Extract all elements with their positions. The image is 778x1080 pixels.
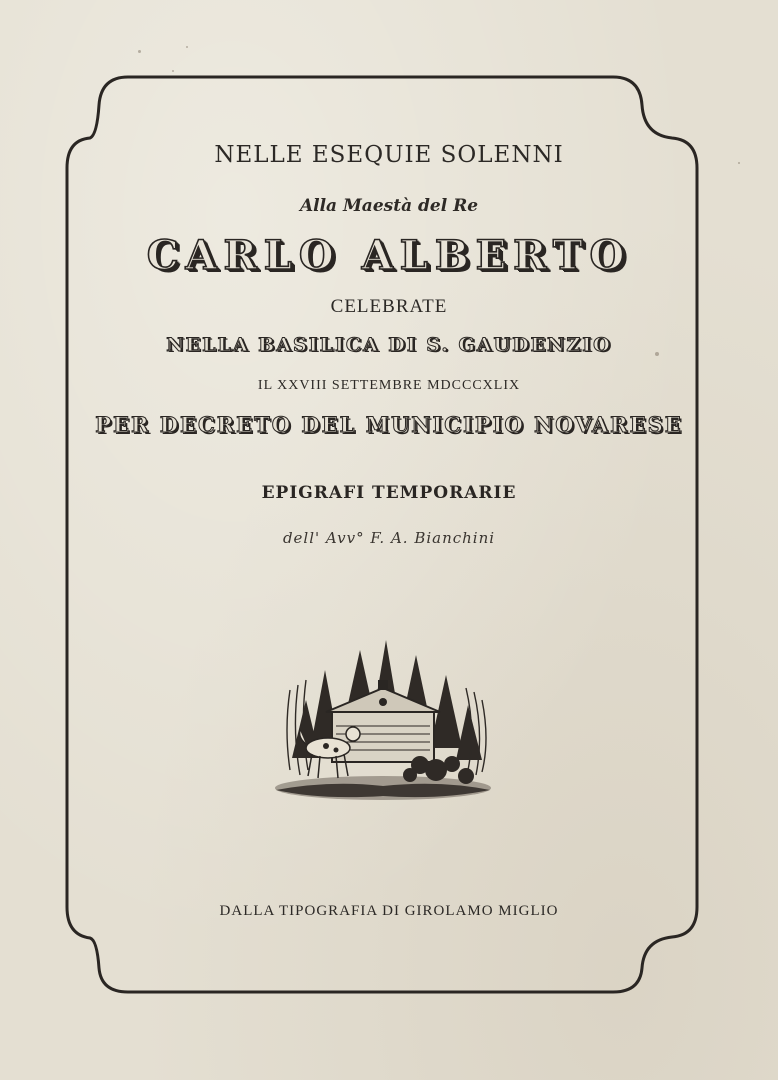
celebrate-line: CELEBRATE: [330, 296, 448, 317]
foxing-spot: [138, 50, 141, 53]
subtitle-epigrafi: EPIGRAFI TEMPORARIE: [261, 483, 517, 503]
foxing-spot: [738, 162, 740, 164]
foxing-spot: [186, 46, 188, 48]
printer-line: DALLA TIPOGRAFIA DI GIROLAMO MIGLIO: [219, 903, 559, 919]
tomb-engraving-icon: [270, 630, 496, 802]
author-line: dell' Avv° F. A. Bianchini: [282, 529, 496, 547]
foxing-spot: [172, 70, 174, 72]
dedication-line: Alla Maestà del Re: [299, 196, 479, 216]
heading-ceremony: NELLE ESEQUIE SOLENNI: [214, 142, 564, 168]
decree-line: PER DECRETO DEL MUNICIPIO NOVARESE: [95, 412, 683, 437]
foxing-spot: [655, 352, 659, 356]
date-line: IL XXVIII SETTEMBRE MDCCCXLIX: [257, 378, 521, 393]
king-name: CARLO ALBERTO: [146, 232, 632, 279]
basilica-line: NELLA BASILICA DI S. GAUDENZIO: [166, 334, 612, 356]
